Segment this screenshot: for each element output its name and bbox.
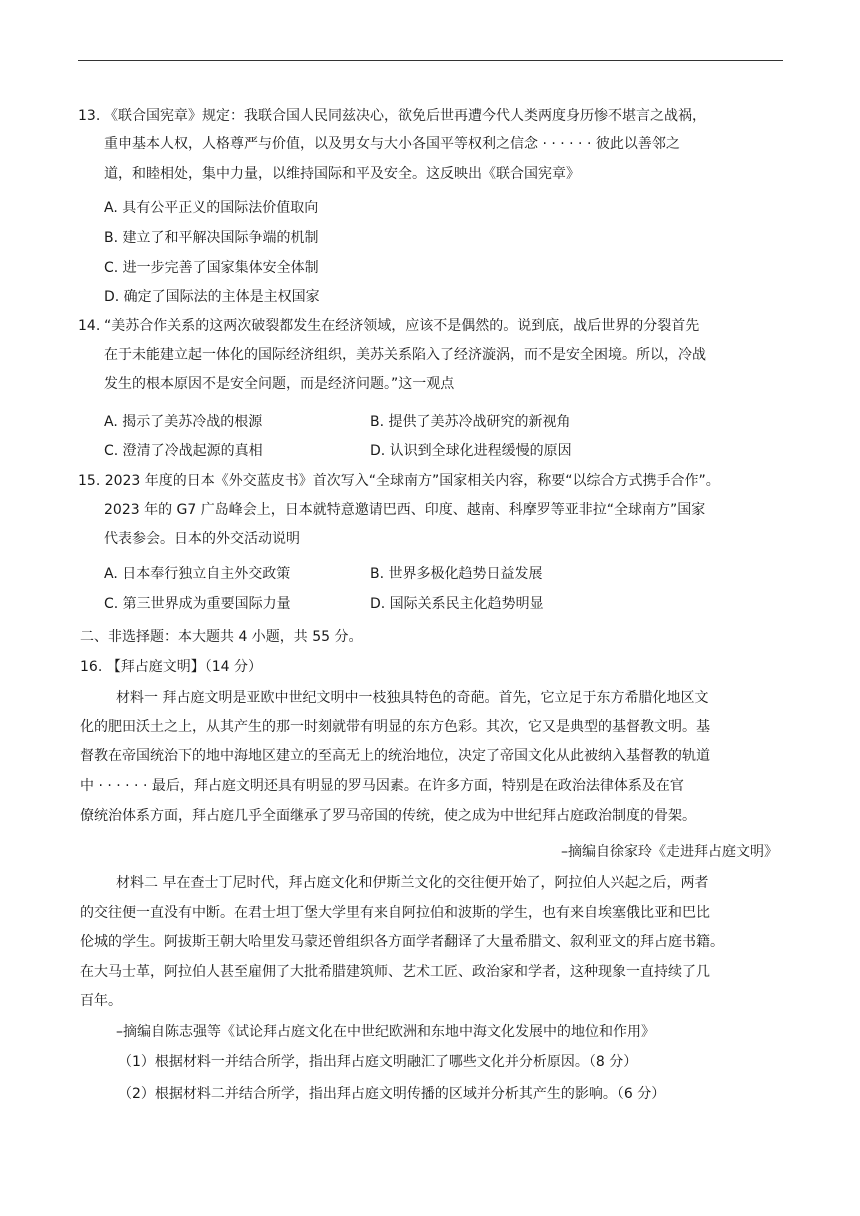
material-2-source: –摘编自陈志强等《试论拜占庭文化在中世纪欧洲和东地中海文化发展中的地位和作用》 [116,1024,655,1040]
question-text-line: “美苏合作关系的这两次破裂都发生在经济领域，应该不是偶然的。说到底，战后世界的分裂首先 [104,318,700,334]
option-d: D. 认识到全球化进程缓慢的原因 [370,443,572,459]
question-text-line: 15. 2023 年度的日本《外交蓝皮书》首次写入“全球南方”国家相关内容，称要“以综合方式携手合作”。 [78,473,720,489]
option-d: D. 国际关系民主化趋势明显 [370,596,544,612]
sub-question-2: （2）根据材料二并结合所学，指出拜占庭文明传播的区域并分析其产生的影响。（6 分） [118,1086,666,1102]
material-2-line: 材料二 早在查士丁尼时代，拜占庭文化和伊斯兰文化的交往便开始了，阿拉伯人兴起之后，两者 [116,875,709,891]
material-1-line: 督教在帝国统治下的地中海地区建立的至高无上的统治地位，决定了帝国文化从此被纳入基督教的轨道 [80,748,710,764]
option-a: A. 揭示了美苏冷战的根源 [104,414,263,430]
option-b: B. 建立了和平解决国际争端的机制 [104,230,319,246]
question-text-line: 重申基本人权，人格尊严与价值，以及男女与大小各国平等权利之信念 · · · · · · 彼此以善邻之 [104,136,680,152]
option-c: C. 第三世界成为重要国际力量 [104,596,291,612]
material-2-line: 的交往便一直没有中断。在君士坦丁堡大学里有来自阿拉伯和波斯的学生，也有来自埃塞俄比亚和巴比 [80,905,710,921]
question-text-line: 《联合国宪章》规定：我联合国人民同兹决心，欲免后世再遭今代人类两度身历惨不堪言之战祸， [104,108,706,124]
material-1-line: 中 · · · · · · 最后，拜占庭文明还具有明显的罗马因素。在许多方面，特别是在政治法律体系及在官 [80,778,684,794]
question-text-line: 发生的根本原因不是安全问题，而是经济问题。”这一观点 [104,376,455,392]
option-c: C. 澄清了冷战起源的真相 [104,443,263,459]
option-a: A. 日本奉行独立自主外交政策 [104,566,291,582]
material-1-source: –摘编自徐家玲《走进拜占庭文明》 [561,844,778,860]
material-1-line: 材料一 拜占庭文明是亚欧中世纪文明中一枝独具特色的奇葩。首先，它立足于东方希腊化地区文 [116,690,709,706]
header-rule [78,60,783,61]
material-1-line: 僚统治体系方面，拜占庭几乎全面继承了罗马帝国的传统，使之成为中世纪拜占庭政治制度的骨架。 [80,808,696,824]
material-2-line: 伦城的学生。阿拔斯王朝大哈里发马蒙还曾组织各方面学者翻译了大量希腊文、叙利亚文的拜占庭书籍。 [80,934,724,950]
option-a: A. 具有公平正义的国际法价值取向 [104,200,319,216]
option-b: B. 提供了美苏冷战研究的新视角 [370,414,571,430]
option-c: C. 进一步完善了国家集体安全体制 [104,260,319,276]
question-number: 13. [78,108,101,124]
section-heading: 二、非选择题：本大题共 4 小题，共 55 分。 [80,629,363,645]
question-title: 16. 【拜占庭文明】（14 分） [80,659,262,675]
question-text-line: 代表参会。日本的外交活动说明 [104,531,300,547]
question-text-line: 道，和睦相处，集中力量，以维持国际和平及安全。这反映出《联合国宪章》 [104,166,580,182]
question-text-line: 在于未能建立起一体化的国际经济组织，美苏关系陷入了经济漩涡，而不是安全困境。所以，冷战 [104,347,706,363]
question-text-line: 2023 年的 G7 广岛峰会上，日本就特意邀请巴西、印度、越南、科摩罗等亚非拉“全球南方”国家 [104,502,706,518]
option-d: D. 确定了国际法的主体是主权国家 [104,289,320,305]
option-b: B. 世界多极化趋势日益发展 [370,566,543,582]
material-2-line: 在大马士革，阿拉伯人甚至雇佣了大批希腊建筑师、艺术工匠、政治家和学者，这种现象一直持续了几 [80,964,710,980]
question-number: 14. [78,318,101,334]
material-1-line: 化的肥田沃土之上，从其产生的那一时刻就带有明显的东方色彩。其次，它又是典型的基督教文明。基 [80,719,710,735]
material-2-line: 百年。 [80,993,122,1009]
sub-question-1: （1）根据材料一并结合所学，指出拜占庭文明融汇了哪些文化并分析原因。（8 分） [118,1054,638,1070]
